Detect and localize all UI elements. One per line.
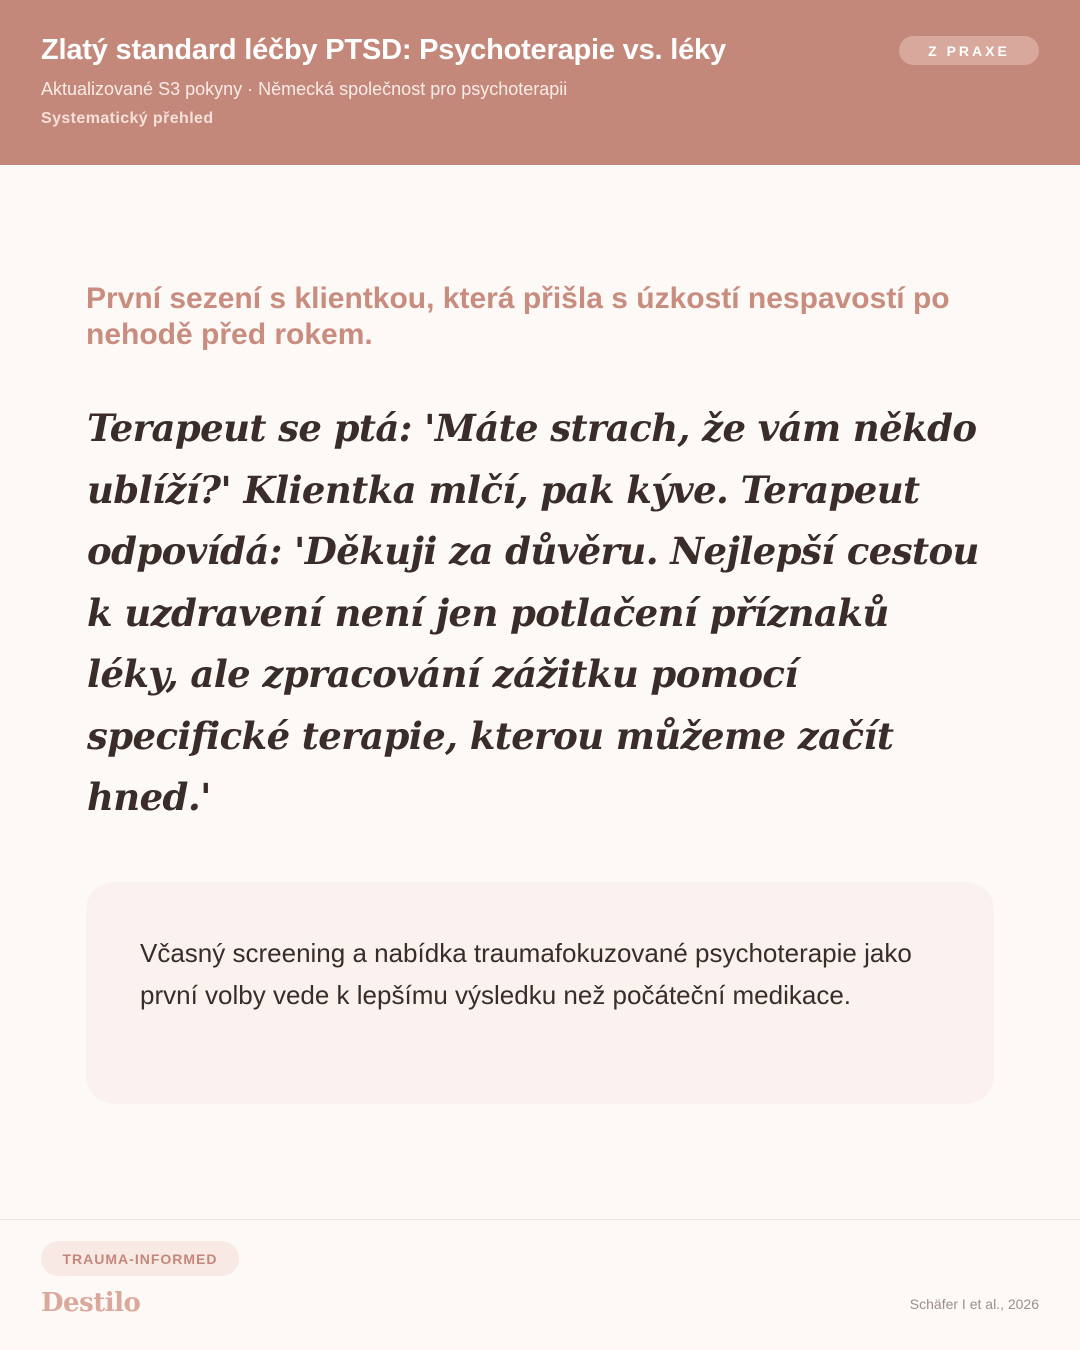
- topic-tag: TRAUMA-INFORMED: [41, 1241, 239, 1276]
- page-title: Zlatý standard léčby PTSD: Psychoterapie vs. léky: [41, 34, 726, 66]
- page-subtitle: Aktualizované S3 pokyny · Německá společnost pro psychoterapii: [41, 79, 568, 99]
- header-banner: [0, 0, 1080, 165]
- scenario-lead: První sezení s klientkou, která přišla s úzkostí nespavostí po nehodě před rokem.: [86, 282, 950, 351]
- brand-logo: Destilo: [41, 1288, 141, 1318]
- dialogue-quote: Terapeut se ptá: 'Máte strach, že vám někdo ublíží?' Klientka mlčí, pak kýve. Terapeut odpovídá: 'Děkuji za důvěru. Nejlepší cestou k uzdravení není jen potlačení příznaků léky, ale zpracování zážitku pomocí specifické terapie, kterou můžeme začít hned.': [87, 406, 979, 819]
- footer-divider: [0, 1219, 1080, 1220]
- category-badge: Z PRAXE: [899, 36, 1039, 65]
- takeaway-card: [86, 882, 994, 1104]
- citation: Schäfer I et al., 2026: [909, 1296, 1039, 1312]
- takeaway-text: Včasný screening a nabídka traumafokuzované psychoterapie jako první volby vede k lepšímu výsledku než počáteční medikace.: [140, 938, 912, 1010]
- article-type: Systematický přehled: [41, 110, 214, 127]
